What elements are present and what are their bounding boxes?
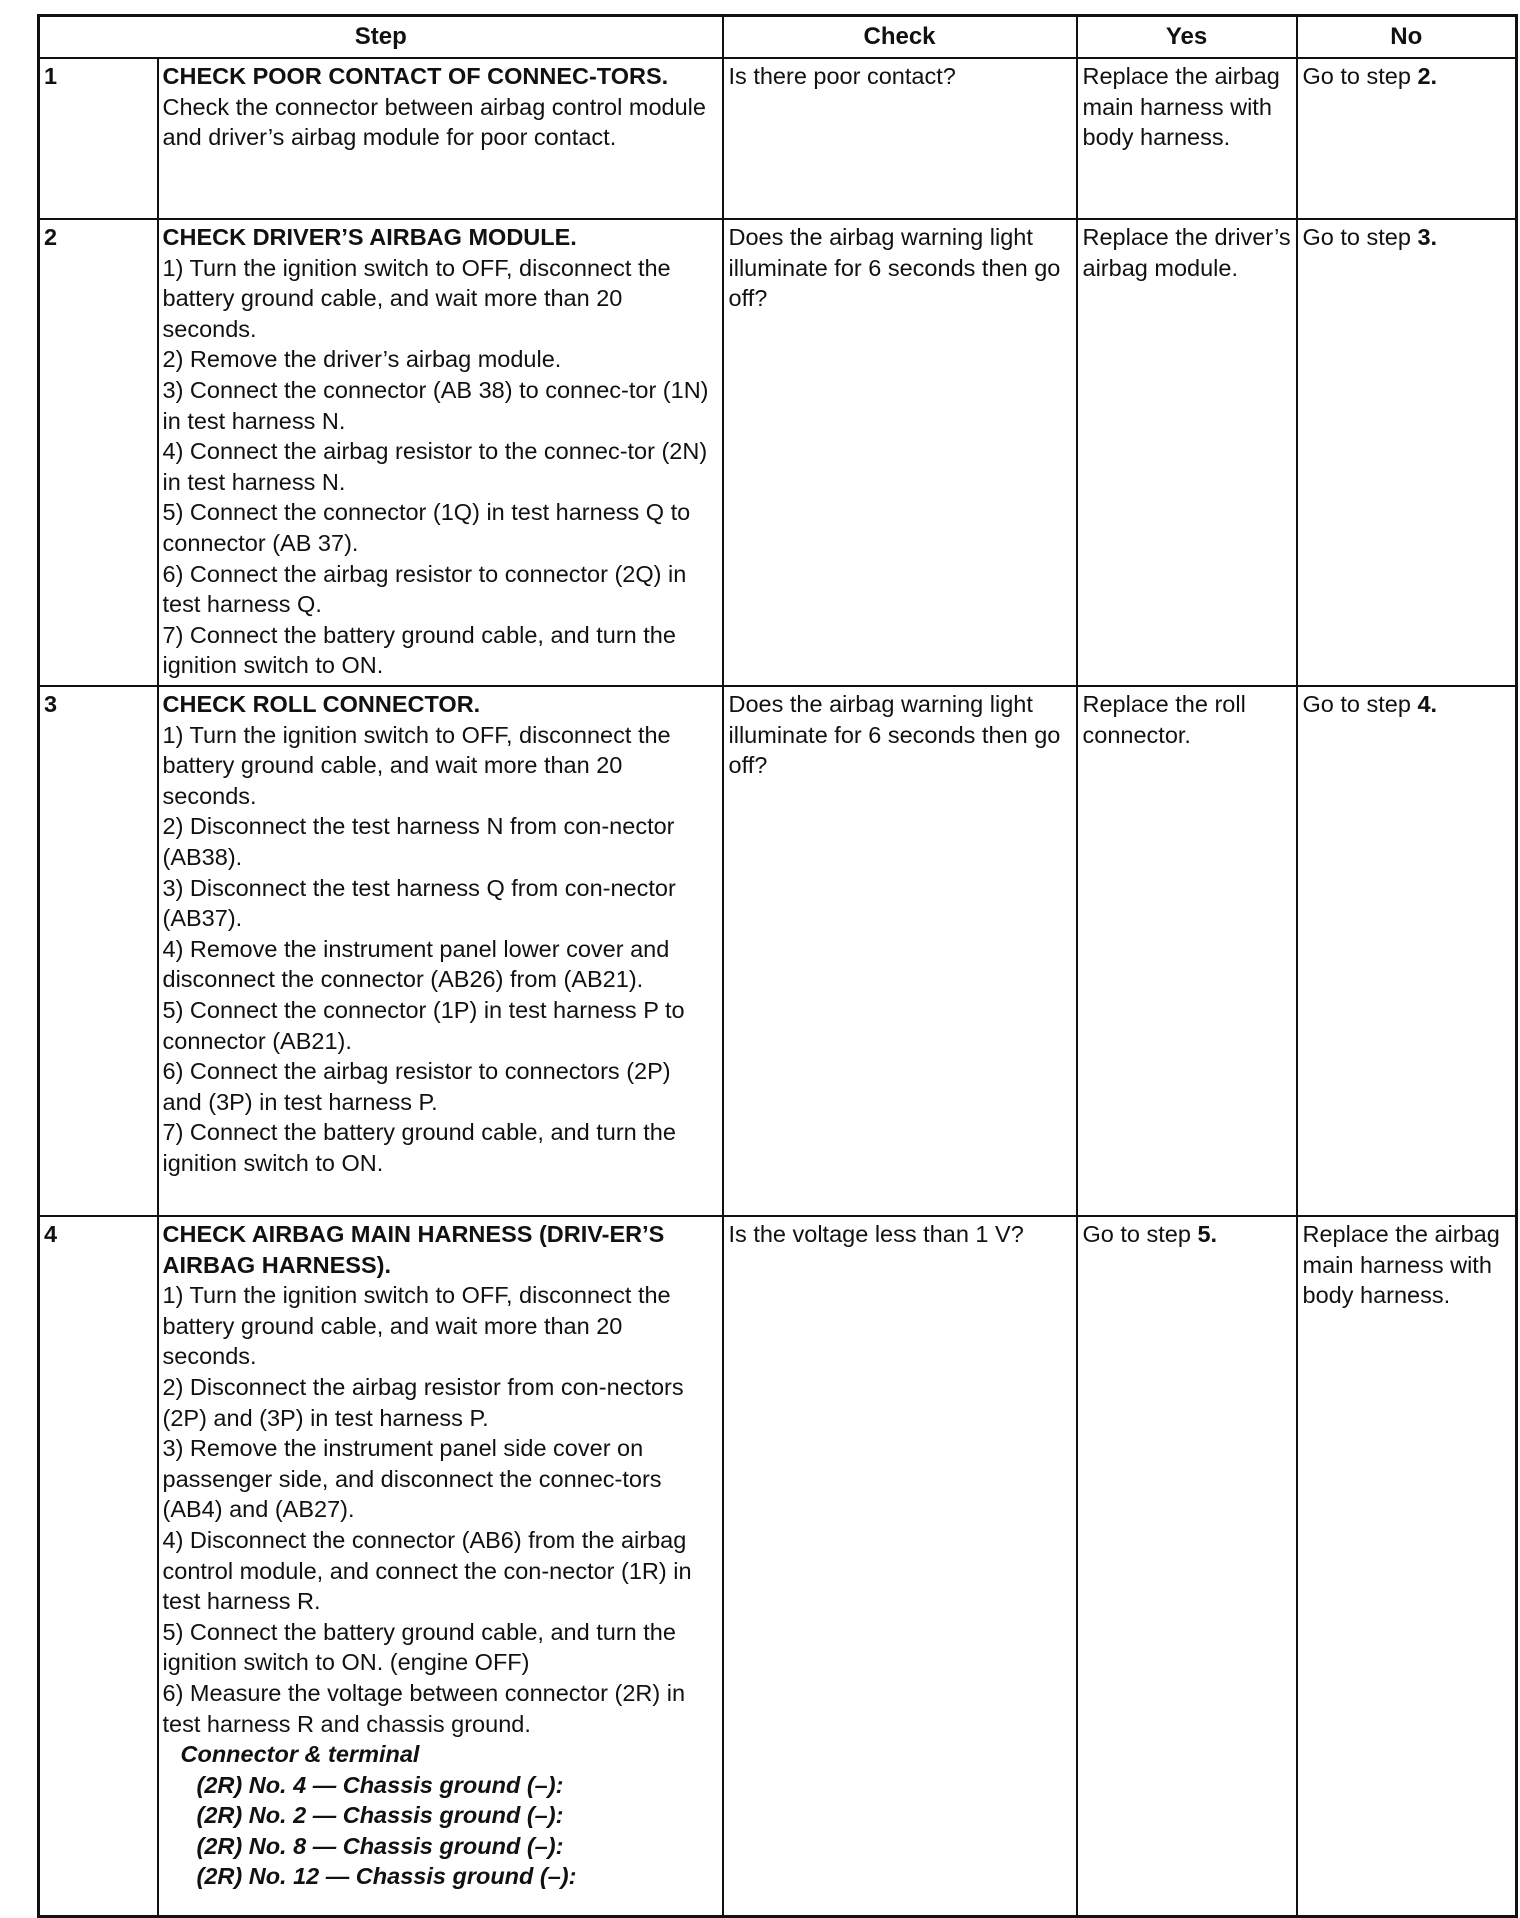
no-cell — [1297, 219, 1517, 686]
step-line: 6) Measure the voltage between connector (2R) in test harness R and chassis ground. — [162, 1679, 686, 1737]
step-number: 2 — [39, 219, 158, 686]
spec-line: (2R) No. 2 — Chassis ground (–): — [196, 1802, 564, 1829]
step-description — [158, 1216, 723, 1916]
step-ref: 4. — [1417, 691, 1438, 717]
no-prefix: Go to step — [1302, 63, 1418, 89]
table-row — [39, 219, 1517, 686]
step-line: 1) Turn the ignition switch to OFF, disconnect the battery ground cable, and wait more than 20 seconds. — [162, 721, 671, 809]
step-description — [158, 686, 723, 1216]
step-title: CHECK AIRBAG MAIN HARNESS (DRIV-ER’S AIRBAG HARNESS). — [162, 1221, 665, 1278]
check-cell: Does the airbag warning light illuminate for 6 seconds then go off? — [723, 686, 1077, 1216]
step-line: 6) Connect the airbag resistor to connector (2Q) in test harness Q. — [162, 560, 687, 618]
spec-heading: Connector & terminal — [180, 1741, 420, 1768]
step-ref: 3. — [1417, 224, 1438, 250]
step-line: 5) Connect the connector (1P) in test harness P to connector (AB21). — [162, 996, 685, 1054]
step-number: 4 — [39, 1216, 158, 1916]
step-line: 5) Connect the battery ground cable, and turn the ignition switch to ON. (engine OFF) — [162, 1618, 676, 1676]
step-line: 2) Disconnect the test harness N from con-nector (AB38). — [162, 813, 675, 870]
spec-line: (2R) No. 4 — Chassis ground (–): — [196, 1771, 564, 1798]
check-cell: Does the airbag warning light illuminate for 6 seconds then go off? — [723, 219, 1077, 686]
step-line: 3) Connect the connector (AB 38) to connec-tor (1N) in test harness N. — [162, 376, 709, 434]
yes-cell: Replace the driver’s airbag module. — [1077, 219, 1297, 686]
no-prefix: Go to step — [1302, 691, 1418, 717]
header-step: Step — [39, 16, 723, 59]
step-title: CHECK ROLL CONNECTOR. — [162, 691, 481, 717]
yes-cell: Replace the airbag main harness with body harness. — [1077, 58, 1297, 219]
step-line: 1) Turn the ignition switch to OFF, disconnect the battery ground cable, and wait more than 20 seconds. — [162, 254, 671, 342]
check-cell: Is the voltage less than 1 V? — [723, 1216, 1077, 1916]
diagnostic-table — [37, 14, 1518, 1918]
step-description — [158, 58, 723, 219]
step-ref: 5. — [1197, 1221, 1218, 1247]
header-check: Check — [723, 16, 1077, 59]
table-row — [39, 1216, 1517, 1916]
step-line: 2) Disconnect the airbag resistor from con-nectors (2P) and (3P) in test harness P. — [162, 1373, 684, 1431]
step-ref: 2. — [1417, 63, 1438, 89]
no-cell — [1297, 58, 1517, 219]
step-line: 7) Connect the battery ground cable, and turn the ignition switch to ON. — [162, 1119, 676, 1176]
step-description — [158, 219, 723, 686]
table-row — [39, 58, 1517, 219]
header-row — [39, 16, 1517, 59]
no-cell — [1297, 686, 1517, 1216]
no-cell: Replace the airbag main harness with body harness. — [1297, 1216, 1517, 1916]
step-line: 3) Remove the instrument panel side cover on passenger side, and disconnect the connec-tors (AB4) and (AB27). — [162, 1435, 662, 1523]
step-line: 4) Remove the instrument panel lower cover and disconnect the connector (AB26) from (AB21). — [162, 935, 670, 993]
step-line: 6) Connect the airbag resistor to connectors (2P) and (3P) in test harness P. — [162, 1058, 671, 1115]
yes-cell: Replace the roll connector. — [1077, 686, 1297, 1216]
yes-prefix: Go to step — [1082, 1221, 1198, 1247]
spec-line: (2R) No. 8 — Chassis ground (–): — [196, 1832, 564, 1859]
step-line: 2) Remove the driver’s airbag module. — [162, 346, 562, 373]
header-yes: Yes — [1077, 16, 1297, 59]
step-title: CHECK POOR CONTACT OF CONNEC-TORS. — [162, 63, 669, 89]
yes-cell — [1077, 1216, 1297, 1916]
table-row — [39, 686, 1517, 1216]
step-line: 3) Disconnect the test harness Q from con-nector (AB37). — [162, 874, 676, 932]
step-line: 5) Connect the connector (1Q) in test harness Q to connector (AB 37). — [162, 499, 691, 556]
step-line: Check the connector between airbag control module and driver’s airbag module for poor contact. — [162, 93, 706, 151]
step-line: 4) Connect the airbag resistor to the connec-tor (2N) in test harness N. — [162, 438, 708, 495]
no-prefix: Go to step — [1302, 224, 1418, 250]
step-line: 7) Connect the battery ground cable, and turn the ignition switch to ON. — [162, 621, 676, 679]
step-title: CHECK DRIVER’S AIRBAG MODULE. — [162, 224, 577, 250]
check-cell: Is there poor contact? — [723, 58, 1077, 219]
step-line: 4) Disconnect the connector (AB6) from the airbag control module, and connect the con-nector (1R) in test harness R. — [162, 1526, 692, 1615]
spec-line: (2R) No. 12 — Chassis ground (–): — [196, 1863, 577, 1890]
step-number: 1 — [39, 58, 158, 219]
step-line: 1) Turn the ignition switch to OFF, disconnect the battery ground cable, and wait more than 20 seconds. — [162, 1282, 671, 1370]
header-no: No — [1297, 16, 1517, 59]
step-number: 3 — [39, 686, 158, 1216]
